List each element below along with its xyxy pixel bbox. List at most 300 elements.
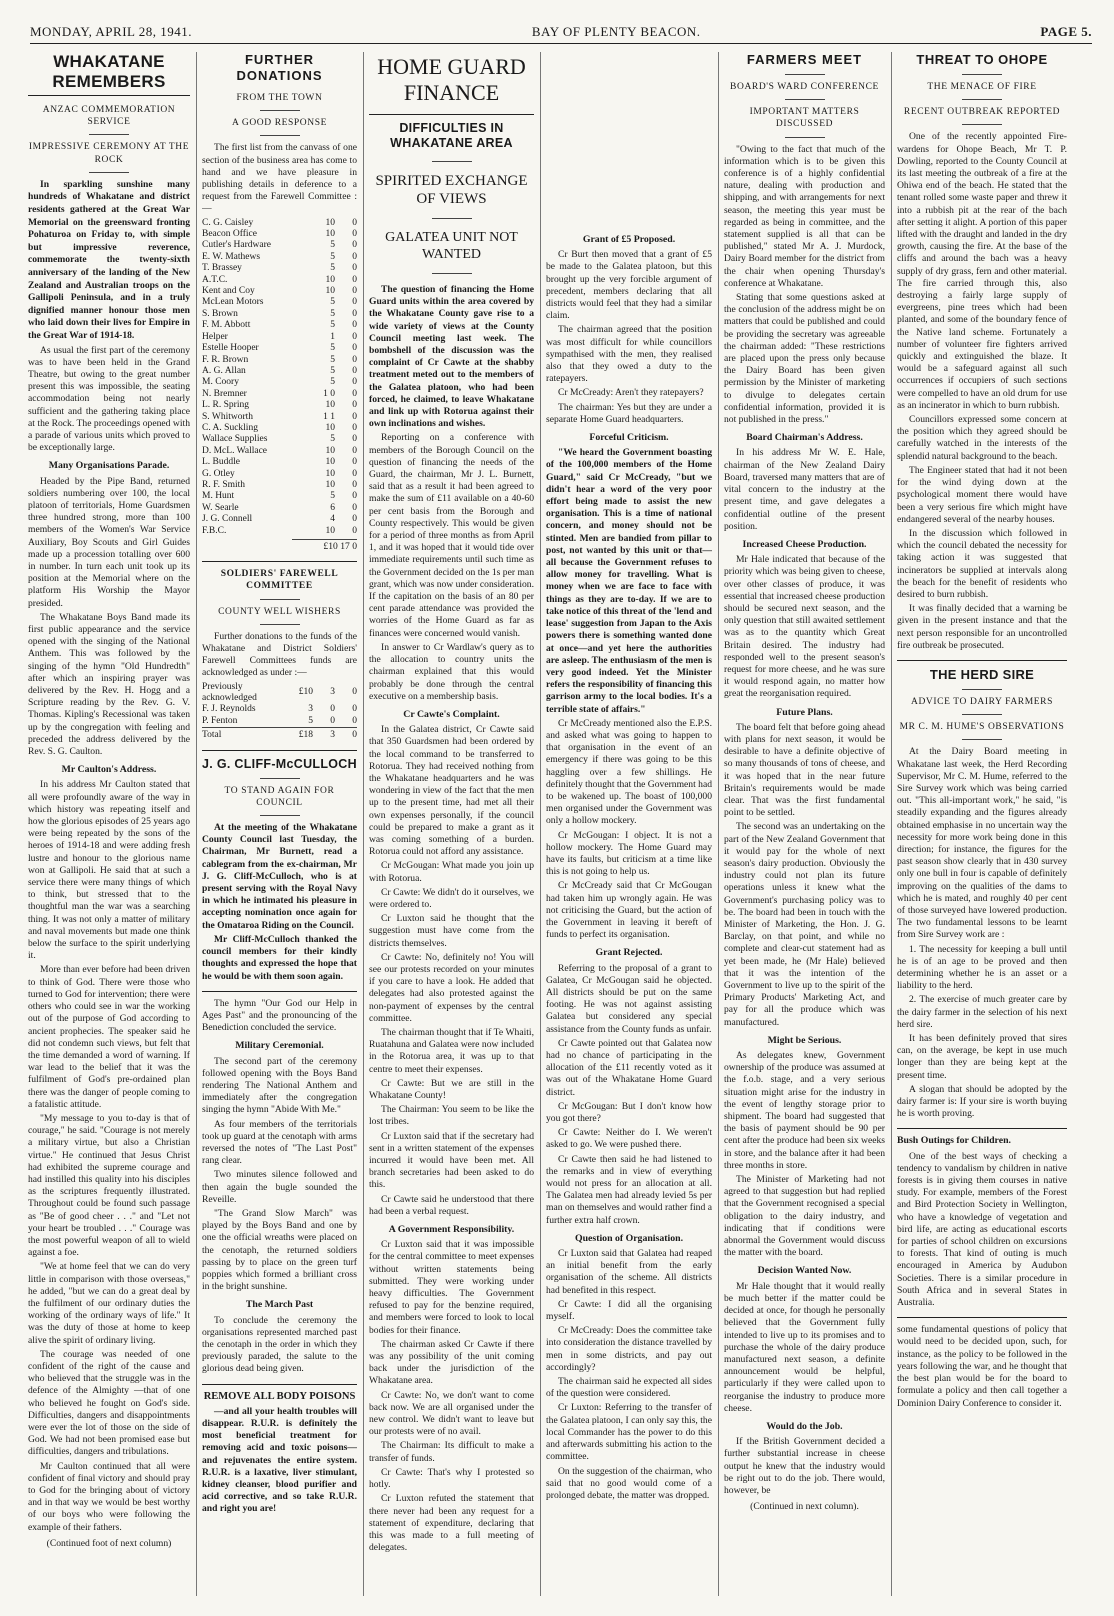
divider — [785, 99, 825, 100]
donor-name: Total — [202, 728, 291, 742]
donor-name: D. McL. Wallace — [202, 445, 268, 456]
divider — [962, 689, 1002, 690]
donor-row — [202, 377, 357, 388]
paragraph: Mr Cliff-McCulloch thanked the council members for their kindly thoughts and expressed the hope that he would be with them soon again. — [202, 933, 357, 982]
divider — [962, 714, 1002, 715]
donor-row — [202, 297, 357, 308]
donor-row — [202, 469, 357, 480]
paragraph: The chairman agreed that the position was most difficult for while councillors sympathised with the men, they realised also that they owed a duty to the ratepayers. — [546, 324, 712, 385]
donor-amount: 0 — [352, 445, 357, 456]
section-subhead: A Government Responsibility. — [388, 1224, 515, 1236]
donor-amount: 0 — [330, 715, 335, 726]
donor-row — [202, 263, 357, 274]
article-deck: COUNTY WELL WISHERS — [218, 606, 341, 617]
paragraph: Cr Cawte: We didn't do it ourselves, we were ordered to. — [369, 886, 534, 910]
donor-row — [202, 514, 357, 525]
donor-amount: 0 — [352, 468, 357, 479]
article-headline: J. G. CLIFF-McCULLOCH — [202, 756, 357, 771]
donor-amount: 3 — [330, 687, 335, 698]
paragraph: Cr Cawte: But we are still in the Whakatane County! — [369, 1077, 534, 1101]
section-subhead: Board Chairman's Address. — [746, 432, 863, 444]
article-subhead: THE MENACE OF FIRE — [927, 82, 1037, 92]
paragraph: Cr Cawte: No, we don't want to come back now. We are all organised under the new control. We didn't want to leave but our protests were of no avail. — [369, 1389, 534, 1438]
donor-amount: 10 — [325, 229, 335, 240]
divider — [260, 778, 300, 779]
paragraph: Cr Cawte: I did all the organising myself. — [546, 1298, 712, 1323]
column-further-donations — [202, 52, 357, 1596]
divider — [432, 218, 472, 219]
donor-amount: 1 — [330, 331, 335, 342]
paragraph: It has been definitely proved that sires can, on the average, be kept in use much longer than they are being kept at the present time. — [897, 1033, 1067, 1081]
paragraph: Mr Caulton continued that all were confident of final victory and should pray to God for the bringing about of victory and in that way we would be best worthy of our boys who were following the example of their fathers. — [28, 1460, 190, 1533]
donor-name: R. F. Smith — [202, 479, 246, 490]
paragraph: Cr McCready said that Cr McGougan had taken him up wrongly again. He was not criticising the Guard, but the action of the Government in leaving it bereft of funds to perfect its organisation. — [546, 880, 712, 941]
paragraph: More than ever before had been driven to think of God. There were those who turned to God for intervention; there were others who could see in war the working out of the purpose of God according to ancient prophecies. The speaker said he did not condemn such views, but felt that the time demanded a word of warning. If war lead to the belief that it was the fulfilment of God's pre-ordained plan there was the danger of people coming to a fatalistic attitude. — [28, 964, 190, 1110]
article-subhead: ADVICE TO DAIRY FARMERS — [911, 696, 1053, 707]
donor-amount: 0 — [352, 217, 357, 228]
paragraph: The second part of the ceremony followed opening with the Boys Band rendering The National Anthem and immediately after the congregation singing the hymn "Abide With Me." — [202, 1055, 357, 1116]
article-headline: FURTHER DONATIONS — [236, 52, 323, 83]
paragraph: Two minutes silence followed and then again the bugle sounded the Reveille. — [202, 1169, 357, 1205]
column-home-guard-continued — [546, 228, 712, 1596]
article-deck: IMPORTANT MATTERS DISCUSSED — [749, 107, 860, 130]
paragraph: In his address Mr W. E. Hale, chairman of the New Zealand Dairy Board, traversed many matters that are of vital concern to the industry at the present time, and gave delegates a confidential outline of the present position. — [724, 447, 885, 532]
donor-amount: £18 — [291, 728, 313, 742]
donor-amount: 0 — [352, 240, 357, 251]
article-headline: SOLDIERS' FAREWELL COMMITTEE — [220, 569, 339, 592]
article-subhead: BOARD'S WARD CONFERENCE — [730, 82, 879, 92]
divider — [962, 99, 1002, 100]
donor-name: Helper — [202, 331, 228, 342]
donor-name: McLean Motors — [202, 297, 264, 308]
paragraph: One of the recently appointed Fire-wardens for Ohope Beach, Mr T. P. Dowling, reported to the County Council at its last meeting the outbreak of a fire at the Ohiwa end of the beach. He stated that the tenant rolled some waste paper and threw it into a rubbish pit at the rear of the bach after setting it alight. A portion of this paper lifted with the draught and landed in the dry growth, causing the fire. At the base of the cliffs and around the bach was a heavy supply of dry grass, fern and other material. The fire carried through this, also destroying a fairly large supply of evergreens, pine trees which had been planted, and some of the boundary fence of the Native land scheme. Fortunately a number of volunteer fire fighters arrived quickly and extinguished the blaze. It would be a safeguard against all such occurrences if occupiers of such sections were compelled to have an old drum for use as an incinerator in which to burn rubbish. — [897, 131, 1067, 411]
paragraph: Cr McGougan: What made you join up with Rotorua. — [369, 860, 534, 884]
donor-name: L. Buddle — [202, 457, 240, 468]
donor-name: S. Whitworth — [202, 411, 254, 422]
donation-row — [202, 682, 357, 705]
donor-amount: 0 — [352, 229, 357, 240]
article-lead: The question of financing the Home Guard units within the area covered by the Whakatane County gave rise to a wide variety of views at the County Council meeting last week. The bombshell of the discussion was the complaint of Cr Cawte at the shabby treatment meted out to the members of the Galatea platoon, who had been forced, he claimed, to leave Whakatane and link up with Rotorua against their own inclinations and wishes. — [369, 284, 534, 430]
paragraph: Mr Hale indicated that because of the priority which was being given to cheese, over other classes of produce, it was essential that increased cheese production should be secured next season, and the only question that still awaited settlement was as to the quantity which Great Britain desired. The industry had responded well to the present season's request for more cheese, and he was sure it would respond again, no matter how great the reorganisation required. — [724, 554, 885, 700]
paragraph: Cr McGougan: But I don't know how you got there? — [546, 1100, 712, 1125]
donor-amount: 10 — [325, 400, 335, 411]
quoted-criticism: "We heard the Government boasting of the 100,000 members of the Home Guard," said Cr McCready, "but we didn't hear a word of the very poor effort being made to assist the new organisation. This is a time of national concern, and money should not be stinted. Men are bandied from pillar to post, not wanted by this unit or that—all because the Government refuses to allow money for travelling. What is money when we are face to face with things as they are to-day. If we are to take notice of this threat of the 'lend and lease' suggestion from Japan to the Axis powers there is something wanted done at once—and yet here the authorities are asleep. The enthusiasm of the men is very good indeed. Yet the Minister refers the responsibility of financing this garrison army to the local bodies. It's a terrible state of affairs." — [546, 447, 712, 715]
donor-amount: 10 — [325, 286, 335, 297]
paragraph: Cr Cawte: Neither do I. We weren't asked to go. We were pushed there. — [546, 1127, 712, 1151]
article-lead: In sparkling sunshine many hundreds of Whakatane and district residents gathered at the Great War Memorial on the greensward fronting Pohaturoa on Friday to, with simple but impressive reverence, commemorate the twenty-sixth anniversary of the landing of the New Zealand and Australian troops on the Gallipoli Peninsula, and in a truly dignified manner honour those men who laid down their lives for Empire in the Great War of 1914-18. — [28, 178, 190, 341]
section-subhead: Forceful Criticism. — [589, 432, 669, 444]
donor-row — [202, 320, 357, 331]
donor-row — [202, 412, 357, 423]
divider — [260, 815, 300, 816]
donor-amount: 1 0 — [323, 388, 335, 399]
donor-amount: 5 — [308, 715, 313, 726]
donor-amount: 10 — [325, 468, 335, 479]
paragraph: In the Galatea district, Cr Cawte said that 350 Guardsmen had been ordered by the local command to be transferred to Rotorua. They had received nothing from the Whakatane headquarters and he was wondering in view of the fact that the men up to the present time, had met all their own expenses personally, if the council could be prepared to make a grant as it was coming something of a burden. Rotorua could not afford any assistance. — [369, 724, 534, 858]
paragraph: As four members of the territorials took up guard at the cenotaph with arms reversed the notes of "The Last Post" rang clear. — [202, 1118, 357, 1167]
donor-amount: 10 — [325, 525, 335, 536]
donor-row — [202, 480, 357, 491]
donor-row — [202, 309, 357, 320]
paragraph: "The Grand Slow March" was played by the Boys Band and one by one the official wreaths were placed on the cenotaph, the returned soldiers passing by to place on the green turf poppies which formed a brilliant cross in the bright sunshine. — [202, 1207, 357, 1293]
donor-amount: 0 — [352, 343, 357, 354]
donor-amount: 5 — [330, 434, 335, 445]
paragraph: "Owing to the fact that much of the information which is to be given this conference is of a highly confidential nature, dealing with production and shipping, and with arrangements for next season, the meeting this year must be regarded as being in committee, and the statement supplied is all that can be published," stated Mr A. J. Murdock, Dairy Board member for the district from the chair when opening Thursday's conference at Whakatane. — [724, 143, 885, 289]
donor-amount: 0 — [352, 514, 357, 525]
donor-amount: 0 — [352, 308, 357, 319]
donor-row — [202, 423, 357, 434]
donor-amount: 0 — [352, 286, 357, 297]
paragraph: The chairman asked Cr Cawte if there was any possibility of the unit coming back under the jurisdiction of the Whakatane area. — [369, 1338, 534, 1387]
donor-amount: 0 — [352, 411, 357, 422]
paragraph: On the suggestion of the chairman, who said that no good would come of a prolonged debate, the matter was dropped. — [546, 1465, 712, 1501]
divider — [432, 273, 472, 274]
article-deck: SPIRITED EXCHANGE OF VIEWS — [375, 173, 528, 207]
divider — [202, 1384, 357, 1385]
paragraph: Cr McGougan: I object. It is not a hollow mockery. The Home Guard may have its faults, but criticism at a time like this is not going to help us. — [546, 829, 712, 878]
paragraph: The hymn "Our God our Help in Ages Past" and the pronouncing of the Benediction concluded the service. — [202, 997, 357, 1034]
paragraph: As usual the first part of the ceremony was to have been held in the Grand Theatre, but owing to the great number present this was impossible, the seating accommodation being not nearly sufficient and the gathering taking place at the Rock. The proceedings opened with a parade of various units which proved to be exceptionally large. — [28, 344, 190, 454]
column-rule — [718, 52, 719, 1596]
paragraph: The Whakatane Boys Band made its first public appearance and the service opened with the singing of the National Anthem. This was followed by the singing of the hymn "Old Hundredth" after which an inspiring prayer was delivered by the Rev. H. Hogg and a Scripture reading by the Rev. G. V. Thomas. Kipling's Recessional was taken up by the congregation with feeling and preceded the address delivered by the Rev. S. G. Caulton. — [28, 611, 190, 758]
paragraph: Headed by the Pipe Band, returned soldiers numbering over 100, the local platoon of territorials, Home Guardsmen three hundred strong, more than 100 members of the Women's War Service Auxiliary, Boy Scouts and Girl Guides made up a procession totalling over 600 in number. In turn each unit took up its position at the Memorial where on the platform His Worship the Mayor presided. — [28, 475, 190, 609]
paragraph: Cr McCready: Does the committee take into consideration the distance travelled by men in some districts, and pay out accordingly? — [546, 1325, 712, 1373]
donor-amount: 6 — [330, 502, 335, 513]
article-headline: THE HERD SIRE — [929, 666, 1035, 682]
donor-amount: 5 — [330, 263, 335, 274]
donor-amount: 0 — [352, 388, 357, 399]
divider — [785, 137, 825, 138]
donor-row — [202, 229, 357, 240]
divider — [962, 74, 1002, 75]
paragraph: Cr Burt then moved that a grant of £5 be made to the Galatea platoon, but this brought up the very forcible argument of precedent, members declaring that all districts would feel that they had a similar claim. — [546, 249, 712, 322]
paragraph: Cr Cawte: No, definitely no! You will see our protests recorded on your minutes if you care to have a look. He added that delegates had also protested against the non-payment of expenses by the central committee. — [369, 951, 534, 1024]
donor-row — [202, 400, 357, 411]
paragraph: Cr Luxton said that it was impossible for the central committee to meet expenses without written statements being submitted. They were working under heavy difficulties. The Government refused to pay for the benzine required, and members were forced to look to local bodies for their finance. — [369, 1239, 534, 1336]
paragraph: some fundamental questions of policy that would need to be decided upon, such, for instance, as the policy to be followed in the years following the war, and he thought that the best plan would be for the board to formulate a policy and then call together a Dominion Dairy Conference to consider it. — [897, 1324, 1067, 1409]
paragraph: Cr Cawte said he understood that there had been a verbal request. — [369, 1193, 534, 1217]
paragraph: If the British Government decided a further substantial increase in cheese output he knew that the industry would be right out to do the job. There would, however, be — [724, 1436, 885, 1496]
column-threat-to-ohope — [897, 52, 1067, 1596]
article-deck: DIFFICULTIES IN WHAKATANE AREA — [390, 121, 513, 150]
column-rule — [196, 52, 197, 1596]
article-deck: IMPRESSIVE CEREMONY AT THE ROCK — [28, 142, 190, 165]
article-deck: MR C. M. HUME'S OBSERVATIONS — [899, 722, 1065, 733]
donor-row — [202, 503, 357, 514]
column-rule — [540, 52, 541, 1596]
donor-amount: 0 — [352, 715, 357, 726]
donor-row — [202, 286, 357, 297]
donor-amount: 10 — [325, 274, 335, 285]
donor-name: F.B.C. — [202, 525, 227, 536]
donor-amount: 0 — [352, 502, 357, 513]
article-subhead: FROM THE TOWN — [236, 93, 323, 103]
donor-row — [202, 526, 357, 537]
donor-amount: 10 — [325, 217, 335, 228]
paragraph: To conclude the ceremony the organisations represented marched past the cenotaph in the order in which they previously paraded, the salute to the glorious dead being given. — [202, 1314, 357, 1375]
divider — [897, 1128, 1067, 1129]
advert-headline: REMOVE ALL BODY POISONS — [203, 1390, 356, 1402]
donor-row — [202, 366, 357, 377]
donor-amount: 0 — [352, 274, 357, 285]
section-subhead: The March Past — [245, 1299, 314, 1311]
divider — [897, 1317, 1067, 1318]
masthead — [30, 22, 1092, 44]
donor-name: M. Coory — [202, 377, 239, 388]
donor-name: L. R. Spring — [202, 400, 249, 411]
divider — [785, 74, 825, 75]
donor-name: F. M. Abbott — [202, 320, 251, 331]
divider — [260, 599, 300, 600]
paragraph: Cr Cawte: That's why I protested so hotly. — [369, 1466, 534, 1491]
donor-row — [202, 491, 357, 502]
donor-row — [202, 332, 357, 343]
donor-list — [202, 218, 357, 537]
donor-amount: 0 — [352, 320, 357, 331]
donor-row — [202, 389, 357, 400]
donor-name: A.T.C. — [202, 274, 228, 285]
donor-amount: 10 — [325, 479, 335, 490]
donor-amount: 0 — [352, 354, 357, 365]
donor-name: S. Brown — [202, 308, 238, 319]
divider — [202, 561, 357, 562]
donor-row — [202, 457, 357, 468]
donor-name: J. G. Connell — [202, 514, 253, 525]
paragraph: Cr Luxton refuted the statement that there never had been any request for a statement of expenditure, declaring that this was made to a full meeting of delegates. — [369, 1493, 534, 1554]
continued-note: (Continued foot of next column) — [46, 1537, 172, 1549]
article-headline: THREAT TO OHOPE — [916, 52, 1048, 67]
donor-amount: 0 — [352, 331, 357, 342]
donor-amount: 5 — [330, 251, 335, 262]
paragraph: The Engineer stated that had it not been for the wind dying down at the psychological moment there would have been a very serious fire which might have endangered several of the nearby houses. — [897, 464, 1067, 525]
divider — [897, 660, 1067, 661]
donor-name: G. Otley — [202, 468, 235, 479]
donor-name: W. Searle — [202, 502, 239, 513]
donor-row — [202, 355, 357, 366]
paragraph: The first list from the canvass of one section of the business area has come to hand and we have pleasure in publishing details in deference to a request from the Farewell Committee :— — [202, 142, 357, 215]
column-rule — [363, 52, 364, 1596]
section-subhead: Might be Serious. — [767, 1034, 842, 1046]
donor-amount: 0 — [352, 525, 357, 536]
donor-amount: 10 — [325, 422, 335, 433]
divider — [260, 624, 300, 625]
section-subhead: Cr Cawte's Complaint. — [403, 708, 500, 720]
paragraph: The chairman said he expected all sides of the question were considered. — [546, 1376, 712, 1400]
article-headline: WHAKATANE REMEMBERS — [28, 52, 190, 96]
paragraph: Cr Cawte pointed out that Galatea now had no chance of participating in the allocation of the £11 recently voted as it was out of the Whakatane Home Guard district. — [546, 1037, 712, 1098]
section-subhead: Future Plans. — [776, 706, 833, 718]
donor-amount: 3 — [308, 704, 313, 715]
paragraph: Reporting on a conference with members of the Borough Council on the question of financing the needs of the Guard, the chairman, Mr J. L. Burnett, said that as a result it had been agreed to make the sum of £11 available on a 40-60 per cent basis from the Borough and County respectively. This would be given for a period of three months as from April 1, and it was hoped that it would tide over immediate requirements until such time as the Government decided on the 1s per man grant, which was now under consideration. If the capitation on the basis of an 80 per cent parade attendance was provided the worries of the Home Guard as far as finances were concerned would vanish. — [369, 432, 534, 639]
section-subhead: Grant Rejected. — [595, 947, 663, 959]
donor-total: £10 17 0 — [292, 539, 357, 553]
paragraph: 1. The necessity for keeping a bull until he is of an age to be proved and then determining whether he is an asset or a liability to the herd. — [897, 943, 1067, 992]
paragraph: Cr Luxton said he thought that the suggestion must have come from the districts themselves. — [369, 913, 534, 949]
donor-amount: 0 — [352, 704, 357, 715]
section-subhead: Bush Outings for Children. — [897, 1135, 1011, 1147]
donor-name: F. R. Brown — [202, 354, 249, 365]
newspaper-name: BAY OF PLENTY BEACON. — [531, 24, 701, 39]
paragraph: As delegates knew, Government ownership of the produce was assumed at the f.o.b. stage, and a very serious situation might arise for the industry in the event of lengthy storage prior to shipment. The board had suggested that the basis of payment should be 90 per cent after the produce had been six weeks in store, and the balance after it had been three months in store. — [724, 1050, 885, 1171]
article-headline: HOME GUARD FINANCE — [377, 54, 526, 105]
paragraph: Cr Luxton said that Galatea had reaped an initial benefit from the early organisation of the scheme. All districts had benefited in this respect. — [546, 1248, 712, 1296]
column-farmers-meet — [724, 52, 885, 1596]
donor-name: A. G. Allan — [202, 365, 246, 376]
donor-amount: 5 — [330, 377, 335, 388]
article-subhead: ANZAC COMMEMORATION SERVICE — [42, 105, 176, 128]
column-rule — [891, 52, 892, 1596]
divider — [202, 750, 357, 751]
donor-amount: 10 — [325, 457, 335, 468]
donor-name: Wallace Supplies — [202, 434, 268, 445]
donor-amount: 5 — [330, 297, 335, 308]
paragraph: The Chairman: You seem to be like the lost tribes. — [369, 1104, 534, 1128]
advert-text: —and all your health troubles will disappear. R.U.R. is definitely the most beneficial treatment for removing acid and toxic poisons—and rejuvenates the entire system. R.U.R. is a laxative, liver stimulant, kidney cleanser, blood purifier and acid corrective, and so take R.U.R. and right you are! — [202, 1405, 357, 1515]
paragraph: In answer to Cr Wardlaw's query as to the allocation to country units the chairman explained that this would probably be done through the central executive on a membership basis. — [369, 641, 534, 702]
article-deck: RECENT OUTBREAK REPORTED — [903, 107, 1061, 118]
column-whakatane-remembers — [28, 52, 190, 1596]
donor-amount: 5 — [330, 491, 335, 502]
section-subhead: Military Ceremonial. — [235, 1040, 324, 1052]
column-home-guard-finance — [369, 52, 534, 1596]
section-subhead: Mr Caulton's Address. — [61, 764, 157, 776]
donor-row — [202, 218, 357, 229]
section-subhead: Question of Organisation. — [574, 1232, 684, 1244]
section-subhead: Decision Wanted Now. — [757, 1265, 852, 1277]
divider — [202, 991, 357, 992]
issue-date: MONDAY, APRIL 28, 1941. — [30, 24, 192, 39]
donor-row — [202, 343, 357, 354]
donor-name: M. Hunt — [202, 491, 235, 502]
donor-name: T. Brassey — [202, 263, 242, 274]
donor-row — [202, 240, 357, 251]
donor-amount: 0 — [330, 704, 335, 715]
donor-name: N. Bremner — [202, 388, 247, 399]
donor-amount: 5 — [330, 240, 335, 251]
section-subhead: Would do the Job. — [766, 1420, 843, 1432]
divider — [432, 161, 472, 162]
donor-amount: 0 — [352, 377, 357, 388]
donation-row — [202, 704, 357, 715]
article-deck: TO STAND AGAIN FOR COUNCIL — [224, 785, 335, 808]
donor-name: C. G. Caisley — [202, 217, 254, 228]
donor-amount: 5 — [330, 308, 335, 319]
paragraph: Cr McCready mentioned also the E.P.S. and asked what was going to happen to that organisation in the event of an emergency if there was going to be this haggling over a few shillings. He definitely thought that the Government had to be wakened up. The boast of 100,000 men organised under the Government was only a hollow mockery. — [546, 717, 712, 827]
paragraph: The Minister of Marketing had not agreed to that suggestion but had replied that the Government recognised a special obligation to the dairy industry, and indicating that if conditions were abnormal the Government would discuss the matter with the board. — [724, 1174, 885, 1259]
donor-amount: 5 — [330, 365, 335, 376]
paragraph: Stating that some questions asked at the conclusion of the address might be on matters that could be published and could be providing the secretary was agreeable the chairman added: "These restrictions are placed upon the press only because the Dairy Board has been given permission by the Minister of marketing to divulge to delegates certain confidential information, provided it is not published in the press." — [724, 292, 885, 426]
donor-amount: 0 — [352, 263, 357, 274]
donor-name: Cutler's Hardware — [202, 240, 271, 251]
donor-amount: 5 — [330, 354, 335, 365]
donor-amount: 3 — [313, 728, 335, 742]
donor-name: Beacon Office — [202, 229, 257, 240]
article-deck: A GOOD RESPONSE — [231, 118, 328, 129]
paragraph: "My message to you to-day is that of courage," he said. "Courage is not merely a military virtue, but also a Christian virtue." He continued that Jesus Christ had exhibited the supreme courage and had instilled this quality into his disciples as the scriptures frequently illustrated. Throughout could be found such passage as "Be of good cheer . . ." and "Let not your heart be troubled . . ." Courage was the most powerful weapon of all to wield against a foe. — [28, 1112, 190, 1259]
section-subhead: Grant of £5 Proposed. — [582, 234, 676, 245]
page-number: PAGE 5. — [1040, 24, 1092, 39]
donor-amount: 0 — [352, 434, 357, 445]
paragraph: Councillors expressed some concern at the position which they agreed should be carefully watched in the interests of the splendid natural background to the beach. — [897, 414, 1067, 462]
divider — [369, 114, 534, 115]
donor-name: Previously acknowledged — [202, 681, 257, 704]
paragraph: The board felt that before going ahead with plans for next season, it would be desirable to have a definite objective of so many thousands of tons of cheese, and it was hoped that in the near future Britain's requirements would be made clear. That was the first fundamental point to be settled. — [724, 721, 885, 819]
donor-amount: 0 — [352, 400, 357, 411]
paragraph: 2. The exercise of much greater care by the dairy farmer in the selection of his next herd sire. — [897, 994, 1067, 1030]
donor-amount: 0 — [352, 251, 357, 262]
donor-name: Kent and Coy — [202, 286, 255, 297]
paragraph: The chairman thought that if Te Whaiti, Ruatahuna and Galatea were now included in the Rotorua area, it was up to that centre to meet their expenses. — [369, 1026, 534, 1075]
donor-amount: 0 — [352, 297, 357, 308]
donor-name: P. Fenton — [202, 715, 238, 726]
paragraph: The Chairman: Its difficult to make a transfer of funds. — [369, 1440, 534, 1464]
paragraph: Cr Luxton: Referring to the transfer of the Galatea platoon, I can only say this, the local Commander has the power to do this and afterwards submitting his action to the committee. — [546, 1402, 712, 1463]
donor-amount: £10 — [298, 687, 313, 698]
donation-total-row — [202, 728, 357, 742]
continued-note: (Continued in next column). — [750, 1501, 859, 1513]
donor-amount: 0 — [352, 491, 357, 502]
paragraph: Referring to the proposal of a grant to Galatea, Cr McGougan said he objected. All districts should be put on the same footing. He was not against assisting Galatea but considered any special assistance from the County funds as unfair. — [546, 962, 712, 1035]
donor-row — [202, 275, 357, 286]
section-subhead: Increased Cheese Production. — [742, 538, 867, 550]
divider — [962, 124, 1002, 125]
divider — [89, 134, 129, 135]
donor-row — [202, 434, 357, 445]
donor-amount: 0 — [352, 457, 357, 468]
paragraph: The chairman: Yes but they are under a separate Home Guard headquarters. — [546, 401, 712, 425]
divider — [260, 110, 300, 111]
article-headline: FARMERS MEET — [746, 52, 863, 67]
paragraph: In his address Mr Caulton stated that all were profoundly aware of the way in which history was repeating itself and how the glorious episodes of 25 years ago were being repeated by the sons of the heroes of 1914-18 and were adding fresh lustre and honour to the glorious name won at Gallipoli. He said that at such a service there were many things of which to think, but stressed that to the thoughtful man the war was a searching thing. It was not only a matter of military and naval movements but made one think below the surface to the spirit underlying it. — [28, 779, 190, 962]
paragraph: In the discussion which followed in which the council debated the necessity for taking action it was suggested that incinerators be supplied at intervals along the beach for the benefit of residents who desired to burn rubbish. — [897, 527, 1067, 600]
donor-amount: 0 — [352, 687, 357, 698]
paragraph: Cr Luxton said that if the secretary had sent in a written statement of the expenses incurred it would have been met. All branch secretaries had been asked to do this. — [369, 1130, 534, 1191]
paragraph: A slogan that should be adopted by the dairy farmer is: If your sire is worth buying he is worth proving. — [897, 1083, 1067, 1120]
donation-list — [202, 682, 357, 742]
paragraph: Cr Cawte then said he had listened to the remarks and in view of everything would not press for an allocation at all. The Galatea men had already levied 5s per man on themselves and would rather find a further extra half crown. — [546, 1153, 712, 1226]
paragraph: Mr Hale thought that it would really be much better if the matter could be decided at once, for though he personally believed that the Government fully intended to live up to its promises and to purchase the whole of the dairy produce manufactured next season, a definite announcement would be helpful, particularly if they were called upon to reorganise the industry to produce more cheese. — [724, 1280, 885, 1414]
donation-row — [202, 716, 357, 728]
donor-amount: 5 — [330, 320, 335, 331]
donor-amount: 0 — [352, 479, 357, 490]
donor-name: C. A. Suckling — [202, 422, 258, 433]
donor-row — [202, 252, 357, 263]
donor-amount: 5 — [330, 343, 335, 354]
divider — [962, 739, 1002, 740]
article-deck: GALATEA UNIT NOT WANTED — [385, 230, 518, 262]
donor-amount: 4 — [330, 514, 335, 525]
donor-amount: 0 — [335, 728, 357, 742]
donor-name: F. J. Reynolds — [202, 704, 256, 715]
donor-amount: 1 1 — [323, 411, 335, 422]
donor-row — [202, 446, 357, 457]
paragraph: The second was an undertaking on the part of the New Zealand Government that it would pay for the whole of next season's dairy production. Obviously the industry could not plan its future operations unless it knew what the Government's purchasing policy was to be. The board had been in touch with the Minister of Marketing, the Hon. J. G. Barclay, on that point, and while no complete and clear-cut statement had as yet been made, he (Mr Hale) believed that it was the intention of the Government to live up to the spirit of the Primary Products' Marketing Act, and pay for all the produce which was manufactured. — [724, 821, 885, 1028]
section-subhead: Many Organisations Parade. — [48, 460, 170, 472]
paragraph: One of the best ways of checking a tendency to vandalism by children in native forests is in giving them courses in native study. For example, members of the Forest and Bird Protection Society in Wellington, who have a knowledge of vegetation and bird life, are acting as educational escorts for parties of school children on excursions to forests. That kind of outing is much encouraged in America by Audubon Societies. There is a similar procedure in South Africa and in several States in Australia. — [897, 1150, 1067, 1309]
donor-amount: 0 — [352, 365, 357, 376]
donor-amount: 10 — [325, 445, 335, 456]
paragraph: At the meeting of the Whakatane County Council last Tuesday, the Chairman, Mr Burnett, read a cablegram from the ex-chairman, Mr J. G. Cliff-McCulloch, who is at present serving with the Royal Navy in which he intimated his pleasure in accepting nomination once again for the Omataroa Riding on the Council. — [202, 822, 357, 931]
paragraph: At the Dairy Board meeting in Whakatane last week, the Herd Recording Supervisor, Mr C. M. Hume, referred to the Sire Survey work which was being carried out. "This all-important work," he said, "is steadily expanding and the figures already obtained emphasise in no uncertain way the necessity for more work being done in this direction; for instance, the figures for the past season show clearly that in 430 survey only one bull in four is capable of definitely improving on the qualities of the dams to which he is mated, and roughly 40 per cent of those surveyed have lowered production. The two fundamental lessons to be learnt from Sire Survey work are : — [897, 746, 1067, 941]
divider — [260, 135, 300, 136]
donor-amount: 0 — [352, 422, 357, 433]
donor-name: Estelle Hooper — [202, 343, 259, 354]
paragraph: It was finally decided that a warning be given in the present instance and that the next person responsible for an uncontrolled fire outbreak be prosecuted. — [897, 603, 1067, 651]
paragraph: Cr McCready: Aren't they ratepayers? — [558, 387, 704, 399]
paragraph: "We at home feel that we can do very little in comparison with those overseas," he added, "but we can do a great deal by the fulfilment of our ordinary duties the working of the ordinary ways of life." It was the duty of those at home to keep alive the spirit of ordinary living. — [28, 1261, 190, 1346]
paragraph: Further donations to the funds of the Whakatane and District Soldiers' Farewell Committees funds are acknowledged as under :— — [202, 630, 357, 679]
divider — [89, 172, 129, 173]
